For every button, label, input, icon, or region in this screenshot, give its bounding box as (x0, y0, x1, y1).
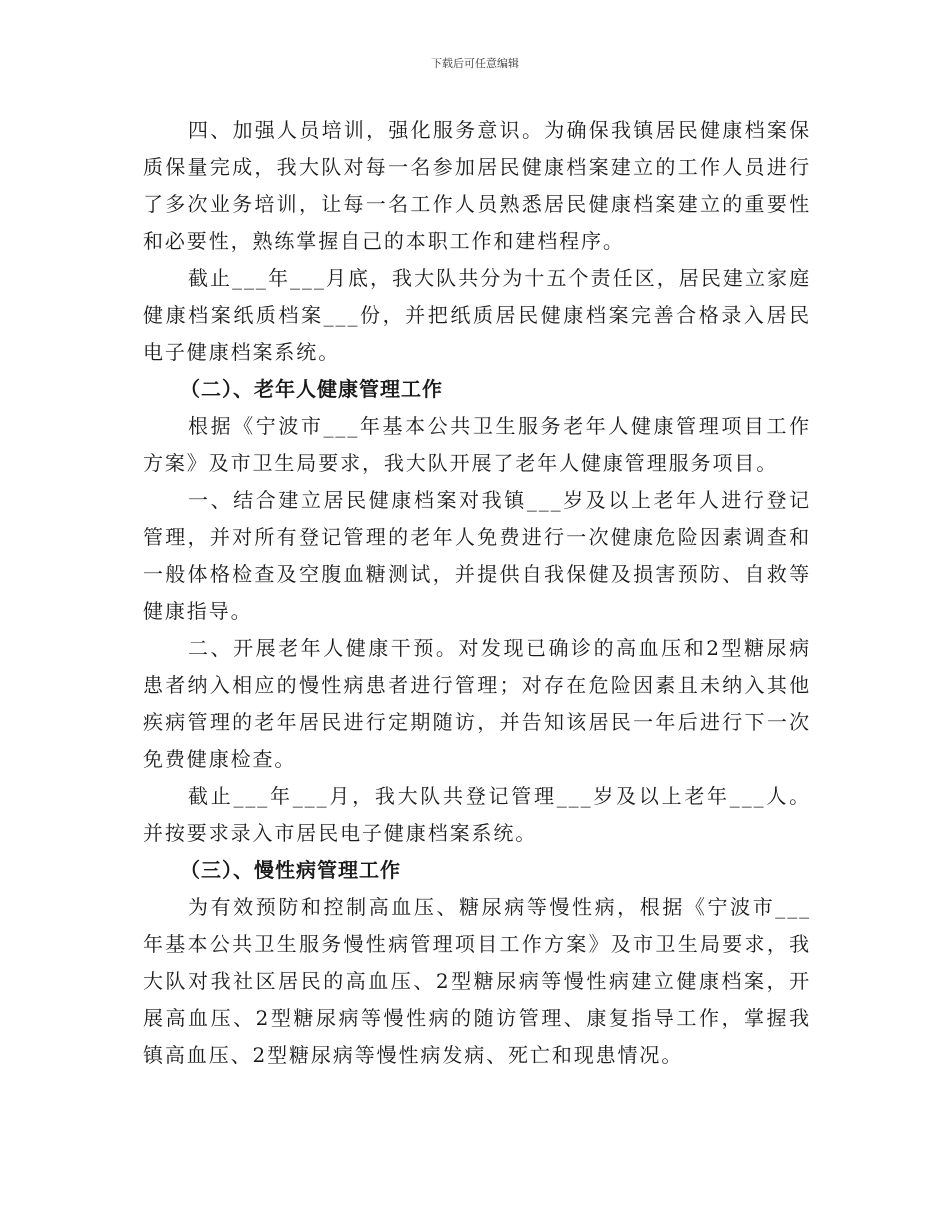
paragraph-elderly-basis: 根据《宁波市___年基本公共卫生服务老年人健康管理项目工作方案》及市卫生局要求，我大队开展了老年人健康管理服务项目。 (143, 414, 811, 475)
page-header-note: 下载后可任意编辑 (431, 57, 519, 70)
paragraph-elderly-registration: 一、结合建立居民健康档案对我镇___岁及以上老年人进行登记管理，并对所有登记管理的老年人免费进行一次健康危险因素调查和一般体格检查及空腹血糖测试，并提供自我保健及损害预防、自救等健康指导。 (143, 488, 811, 623)
paragraph-staff-training: 四、加强人员培训，强化服务意识。为确保我镇居民健康档案保质保量完成，我大队对每一名参加居民健康档案建立的工作人员进行了多次业务培训，让每一名工作人员熟悉居民健康档案建立的重要性和必要性，熟练掌握自己的本职工作和建档程序。 (143, 118, 811, 253)
section-heading-elderly-health: （二）、老年人健康管理工作 (180, 377, 443, 401)
document-body (143, 112, 811, 1074)
paragraph-elderly-intervention: 二、开展老年人健康干预。对发现已确诊的高血压和2型糖尿病患者纳入相应的慢性病患者进行管理；对存在危险因素且未纳入其他疾病管理的老年居民进行定期随访，并告知该居民一年后进行下一次免费健康检查。 (143, 636, 811, 771)
paragraph-archive-count: 截止___年___月底，我大队共分为十五个责任区，居民建立家庭健康档案纸质档案___份，并把纸质居民健康档案完善合格录入居民电子健康档案系统。 (143, 266, 811, 364)
paragraph-chronic-disease: 为有效预防和控制高血压、糖尿病等慢性病，根据《宁波市___年基本公共卫生服务慢性病管理项目工作方案》及市卫生局要求，我大队对我社区居民的高血压、2型糖尿病等慢性病建立健康档案，开展高血压、2型糖尿病等慢性病的随访管理、康复指导工作，掌握我镇高血压、2型糖尿病等慢性病发病、死亡和现患情况。 (143, 895, 811, 1067)
section-heading-chronic-disease: （三）、慢性病管理工作 (180, 858, 401, 882)
paragraph-elderly-count: 截止___年___月，我大队共登记管理___岁及以上老年___人。并按要求录入市居民电子健康档案系统。 (143, 784, 811, 845)
